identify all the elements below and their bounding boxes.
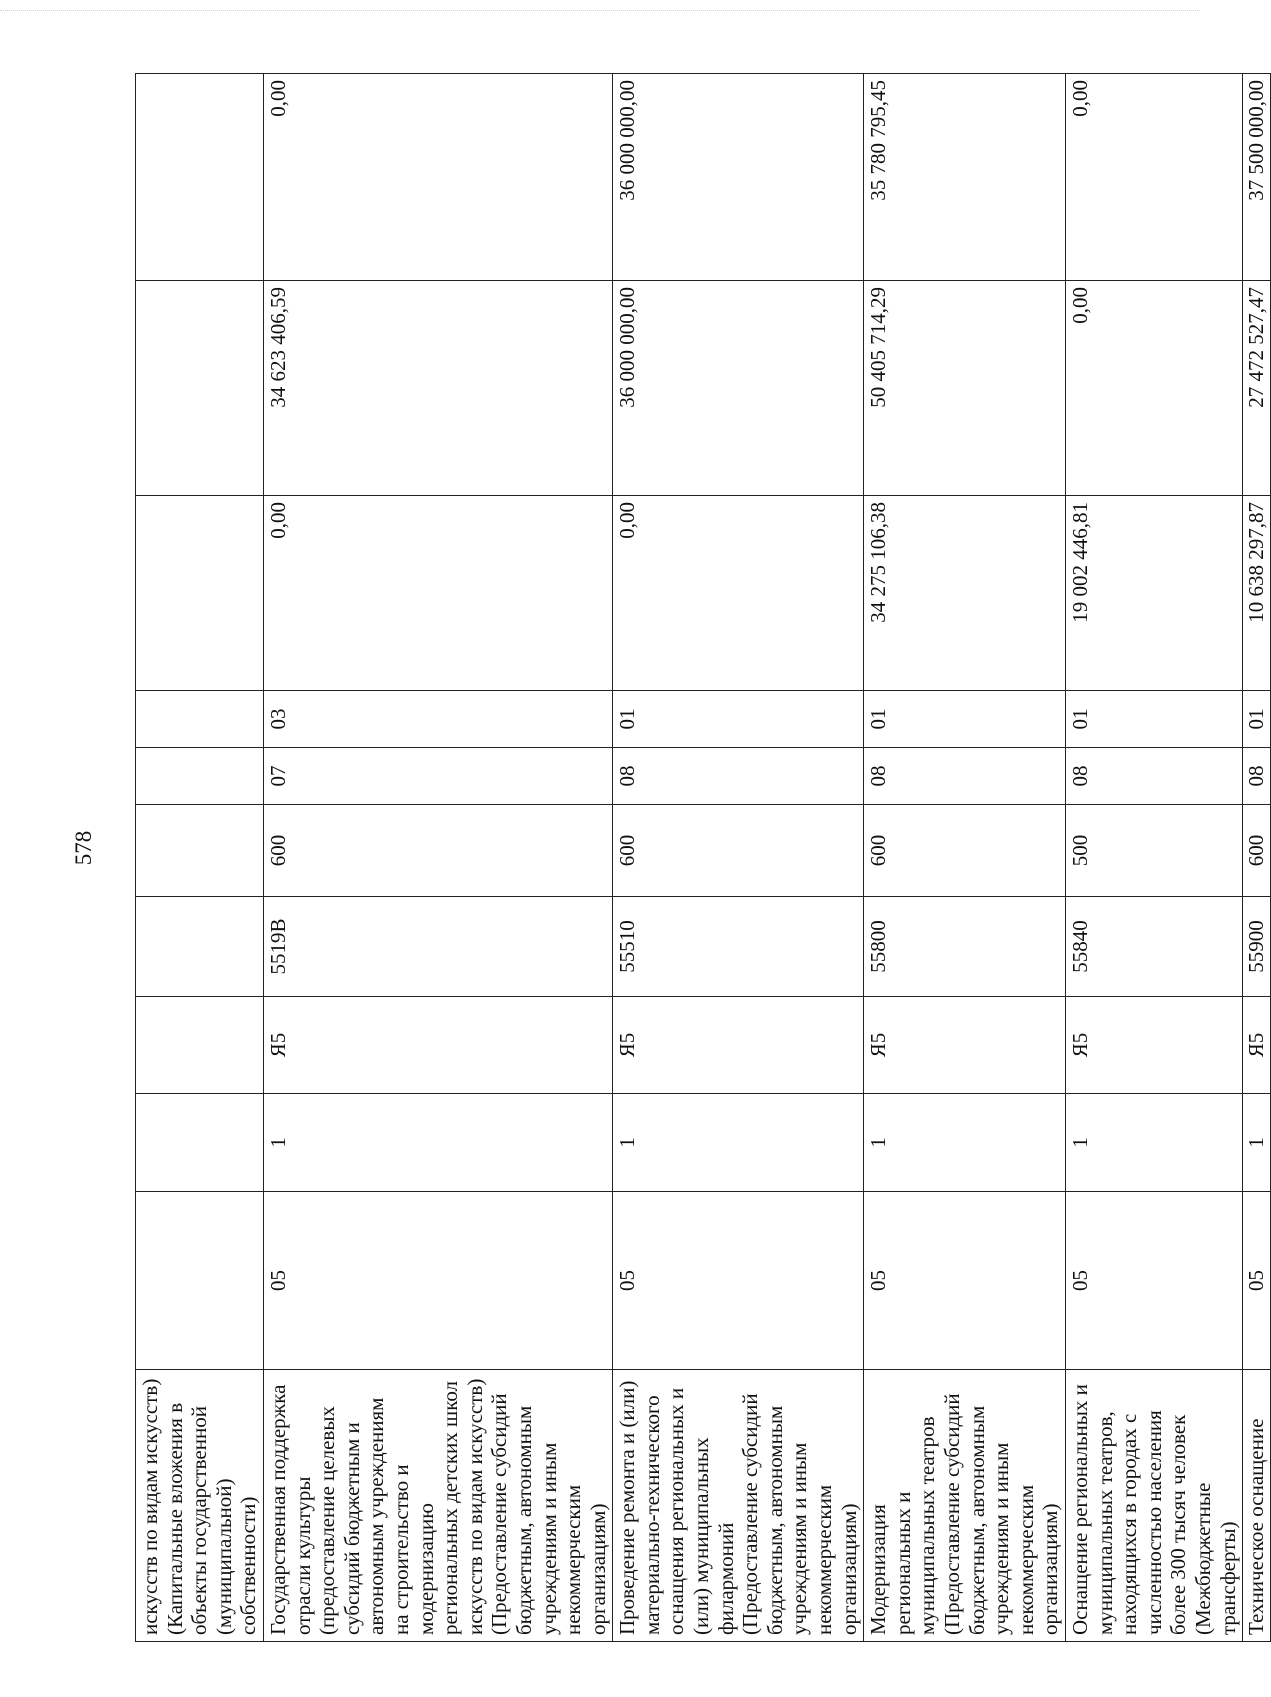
amount-year-3: 36 000 000,00	[613, 74, 864, 281]
direction-code: 55840	[1065, 897, 1242, 997]
program-code: 1	[613, 1094, 864, 1192]
amount-year-2: 50 405 714,29	[864, 281, 1066, 496]
subprogram-code: Я5	[1243, 997, 1271, 1094]
row-description: Модернизация региональных и муниципальных театров (Предоставление субсидий бюджетным, автономным учреждениям и иным некоммерческим организациям)	[864, 1370, 1066, 1642]
expense-type-code: 600	[263, 805, 612, 897]
subprogram-code: Я5	[864, 997, 1066, 1094]
subdivision-code: 01	[613, 691, 864, 748]
expense-type-code: 600	[613, 805, 864, 897]
division-code: 08	[613, 748, 864, 805]
division-code: 08	[864, 748, 1066, 805]
amount-year-2: 0,00	[1065, 281, 1242, 496]
table-row	[263, 74, 612, 1642]
direction-code: 55510	[613, 897, 864, 997]
program-code: 1	[1065, 1094, 1242, 1192]
amount-year-2: 36 000 000,00	[613, 281, 864, 496]
budget-table	[135, 73, 1271, 1642]
section-code	[136, 1192, 264, 1370]
amount-year-3: 0,00	[1065, 74, 1242, 281]
subdivision-code: 01	[1065, 691, 1242, 748]
row-description: Государственная поддержка отрасли культуры (предоставление целевых субсидий бюджетным и автономным учреждениям на строительство и модернизацию региональных детских школ искусств по видам искусств) (Предоставление субсидий бюджетным, автономным учреждениям и иным некоммерческим организациям)	[263, 1370, 612, 1642]
expense-type-code: 500	[1065, 805, 1242, 897]
amount-year-3: 35 780 795,45	[864, 74, 1066, 281]
direction-code	[136, 897, 264, 997]
direction-code: 5519В	[263, 897, 612, 997]
section-code: 05	[1065, 1192, 1242, 1370]
amount-year-1: 0,00	[263, 496, 612, 691]
subdivision-code: 01	[1243, 691, 1271, 748]
subdivision-code	[136, 691, 264, 748]
program-code: 1	[1243, 1094, 1271, 1192]
subprogram-code: Я5	[1065, 997, 1242, 1094]
division-code: 07	[263, 748, 612, 805]
program-code: 1	[263, 1094, 612, 1192]
section-code: 05	[263, 1192, 612, 1370]
amount-year-2: 27 472 527,47	[1243, 281, 1271, 496]
row-description: Проведение ремонта и (или) материально-технического оснащения региональных и (или) муниципальных филармоний (Предоставление субсидий бюджетным, автономным учреждениям и иным некоммерческим организациям)	[613, 1370, 864, 1642]
direction-code: 55800	[864, 897, 1066, 997]
division-code: 08	[1065, 748, 1242, 805]
amount-year-1: 19 002 446,81	[1065, 496, 1242, 691]
expense-type-code	[136, 805, 264, 897]
subprogram-code: Я5	[263, 997, 612, 1094]
table-row	[1065, 74, 1242, 1642]
subprogram-code	[136, 997, 264, 1094]
amount-year-1: 34 275 106,38	[864, 496, 1066, 691]
table-row	[136, 74, 264, 1642]
row-description: Оснащение региональных и муниципальных театров, находящихся в городах с численностью населения более 300 тысяч человек (Межбюджетные трансферты)	[1065, 1370, 1242, 1642]
amount-year-2	[136, 281, 264, 496]
expense-type-code: 600	[1243, 805, 1271, 897]
rotated-table-container	[135, 74, 1269, 1642]
amount-year-1: 0,00	[613, 496, 864, 691]
subdivision-code: 03	[263, 691, 612, 748]
table-row	[864, 74, 1066, 1642]
section-code: 05	[613, 1192, 864, 1370]
scan-top-border	[0, 10, 1200, 11]
amount-year-1	[136, 496, 264, 691]
page-number: 578	[71, 830, 96, 866]
program-code	[136, 1094, 264, 1192]
expense-type-code: 600	[864, 805, 1066, 897]
amount-year-3	[136, 74, 264, 281]
table-row	[1243, 74, 1271, 1642]
subprogram-code: Я5	[613, 997, 864, 1094]
amount-year-3: 0,00	[263, 74, 612, 281]
amount-year-2: 34 623 406,59	[263, 281, 612, 496]
section-code: 05	[864, 1192, 1066, 1370]
division-code	[136, 748, 264, 805]
row-description: искусств по видам искусств) (Капитальные вложения в объекты государственной (муниципальной) собственности)	[136, 1370, 264, 1642]
amount-year-1: 10 638 297,87	[1243, 496, 1271, 691]
division-code: 08	[1243, 748, 1271, 805]
program-code: 1	[864, 1094, 1066, 1192]
direction-code: 55900	[1243, 897, 1271, 997]
amount-year-3: 37 500 000,00	[1243, 74, 1271, 281]
row-description: Техническое оснащение	[1243, 1370, 1271, 1642]
subdivision-code: 01	[864, 691, 1066, 748]
section-code: 05	[1243, 1192, 1271, 1370]
table-row	[613, 74, 864, 1642]
